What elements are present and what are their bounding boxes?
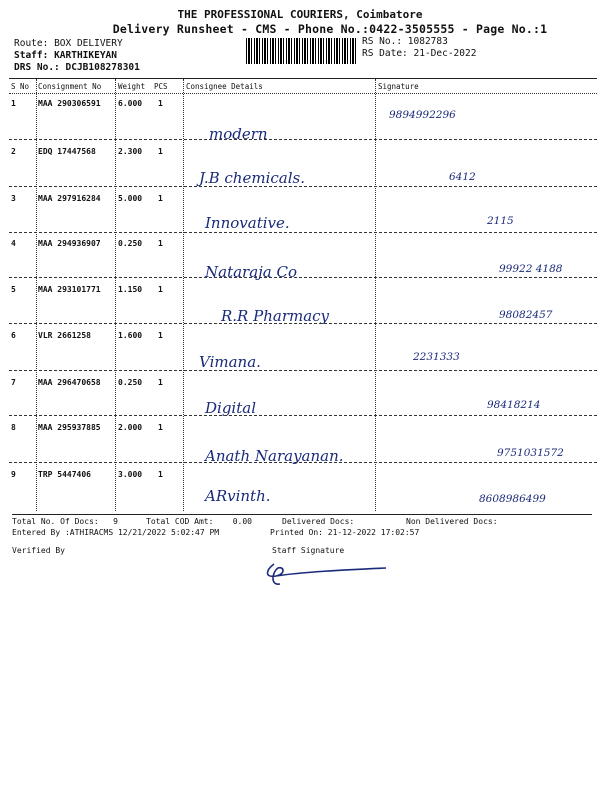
- col-weight: Weight: [118, 82, 146, 91]
- col-signature: Signature: [378, 82, 419, 91]
- row-2-sno: 2: [11, 147, 16, 156]
- row-5-pcs: 1: [158, 285, 163, 294]
- row-1-weight: 6.000: [118, 99, 143, 108]
- drs-line: [14, 62, 140, 74]
- row-2-signature: 6412: [449, 171, 476, 183]
- row-2-consignee: J.B chemicals.: [199, 169, 305, 187]
- row-3-signature: 2115: [487, 215, 514, 227]
- row-3-consignment: MAA 297916284: [38, 194, 101, 203]
- row-9-consignment: TRP 5447406: [38, 470, 91, 479]
- row-5-signature: 98082457: [499, 309, 553, 321]
- runsheet-title: Delivery Runsheet - CMS - Phone No.:0422-3505555 - Page No.:1: [112, 22, 548, 36]
- row-1-consignee: modern: [209, 125, 268, 143]
- row-8-signature: 9751031572: [497, 447, 564, 459]
- rs-no-line: [362, 36, 448, 48]
- row-7-signature: 98418214: [487, 399, 541, 411]
- staff-value: KARTHIKEYAN: [54, 50, 117, 61]
- col-sno: S No: [11, 82, 30, 91]
- row-1-pcs: 1: [158, 99, 163, 108]
- col-consignee: Consignee Details: [186, 82, 263, 91]
- non-delivered-docs: Non Delivered Docs:: [406, 517, 498, 526]
- row-7-sno: 7: [11, 378, 16, 387]
- cod-label: Total COD Amt:: [146, 517, 214, 526]
- entered-by: Entered By :ATHIRACMS 12/21/2022 5:02:47 PM: [12, 528, 220, 537]
- cod-amount: [146, 517, 252, 526]
- row-6-weight: 1.600: [118, 331, 143, 340]
- total-docs-label: Total No. Of Docs:: [12, 517, 99, 526]
- route-line: [14, 38, 123, 50]
- drs-label: DRS No.:: [14, 62, 60, 73]
- row-5-consignee: R.R Pharmacy: [221, 307, 330, 325]
- company-name: THE PROFESSIONAL COURIERS, Coimbatore: [177, 8, 423, 21]
- row-9-weight: 3.000: [118, 470, 143, 479]
- col-pcs: PCS: [154, 82, 168, 91]
- drs-value: DCJB108278301: [65, 62, 140, 73]
- row-6-sno: 6: [11, 331, 16, 340]
- row-4-consignment: MAA 294936907: [38, 239, 101, 248]
- delivered-docs: Delivered Docs:: [282, 517, 355, 526]
- row-9-signature: 8608986499: [479, 493, 546, 505]
- total-docs-value: 9: [113, 517, 118, 526]
- printed-on: Printed On: 21-12-2022 17:02:57: [270, 528, 420, 537]
- rs-no-value: 1082783: [407, 36, 448, 47]
- verified-by: Verified By: [12, 546, 65, 555]
- rs-date-line: [362, 48, 476, 60]
- row-4-consignee: Nataraja Co: [205, 263, 298, 281]
- row-7-consignee: Digital: [205, 399, 256, 417]
- row-7-weight: 0.250: [118, 378, 143, 387]
- staff-signature-label: Staff Signature: [272, 546, 345, 555]
- route-label: Route:: [14, 38, 49, 49]
- row-2-consignment: EDQ 17447568: [38, 147, 96, 156]
- row-1-signature: 9894992296: [389, 109, 456, 121]
- row-7-pcs: 1: [158, 378, 163, 387]
- row-8-consignee: Anath Narayanan.: [205, 447, 344, 465]
- row-3-sno: 3: [11, 194, 16, 203]
- row-8-weight: 2.000: [118, 423, 143, 432]
- row-9-sno: 9: [11, 470, 16, 479]
- row-7-consignment: MAA 296470658: [38, 378, 101, 387]
- row-5-weight: 1.150: [118, 285, 143, 294]
- row-3-pcs: 1: [158, 194, 163, 203]
- row-6-consignee: Vimana.: [199, 353, 261, 371]
- runsheet-table: [9, 78, 597, 511]
- row-4-sno: 4: [11, 239, 16, 248]
- footer-divider: [12, 514, 592, 516]
- row-6-signature: 2231333: [413, 351, 460, 363]
- row-8-consignment: MAA 295937885: [38, 423, 101, 432]
- cod-value: 0.00: [232, 517, 252, 526]
- row-6-pcs: 1: [158, 331, 163, 340]
- row-5-sno: 5: [11, 285, 16, 294]
- row-3-consignee: Innovative.: [205, 214, 290, 232]
- staff-signature-scribble: [262, 556, 392, 592]
- barcode: [246, 38, 356, 64]
- row-9-pcs: 1: [158, 470, 163, 479]
- row-9-consignee: ARvinth.: [205, 487, 271, 505]
- rs-date-label: RS Date:: [362, 48, 408, 59]
- row-5-consignment: MAA 293101771: [38, 285, 101, 294]
- row-8-sno: 8: [11, 423, 16, 432]
- staff-label: Staff:: [14, 50, 49, 61]
- row-3-weight: 5.000: [118, 194, 143, 203]
- rs-date-value: 21-Dec-2022: [413, 48, 477, 59]
- staff-line: [14, 50, 117, 62]
- row-4-signature: 99922 4188: [499, 263, 563, 275]
- row-2-pcs: 1: [158, 147, 163, 156]
- row-1-consignment: MAA 290306591: [38, 99, 101, 108]
- row-1-sno: 1: [11, 99, 16, 108]
- row-4-pcs: 1: [158, 239, 163, 248]
- row-8-pcs: 1: [158, 423, 163, 432]
- total-docs: [12, 517, 118, 526]
- col-consignment: Consignment No: [38, 82, 102, 91]
- rs-no-label: RS No.:: [362, 36, 403, 47]
- row-2-weight: 2.300: [118, 147, 143, 156]
- route-value: BOX DELIVERY: [54, 38, 123, 49]
- row-4-weight: 0.250: [118, 239, 143, 248]
- row-6-consignment: VLR 2661258: [38, 331, 91, 340]
